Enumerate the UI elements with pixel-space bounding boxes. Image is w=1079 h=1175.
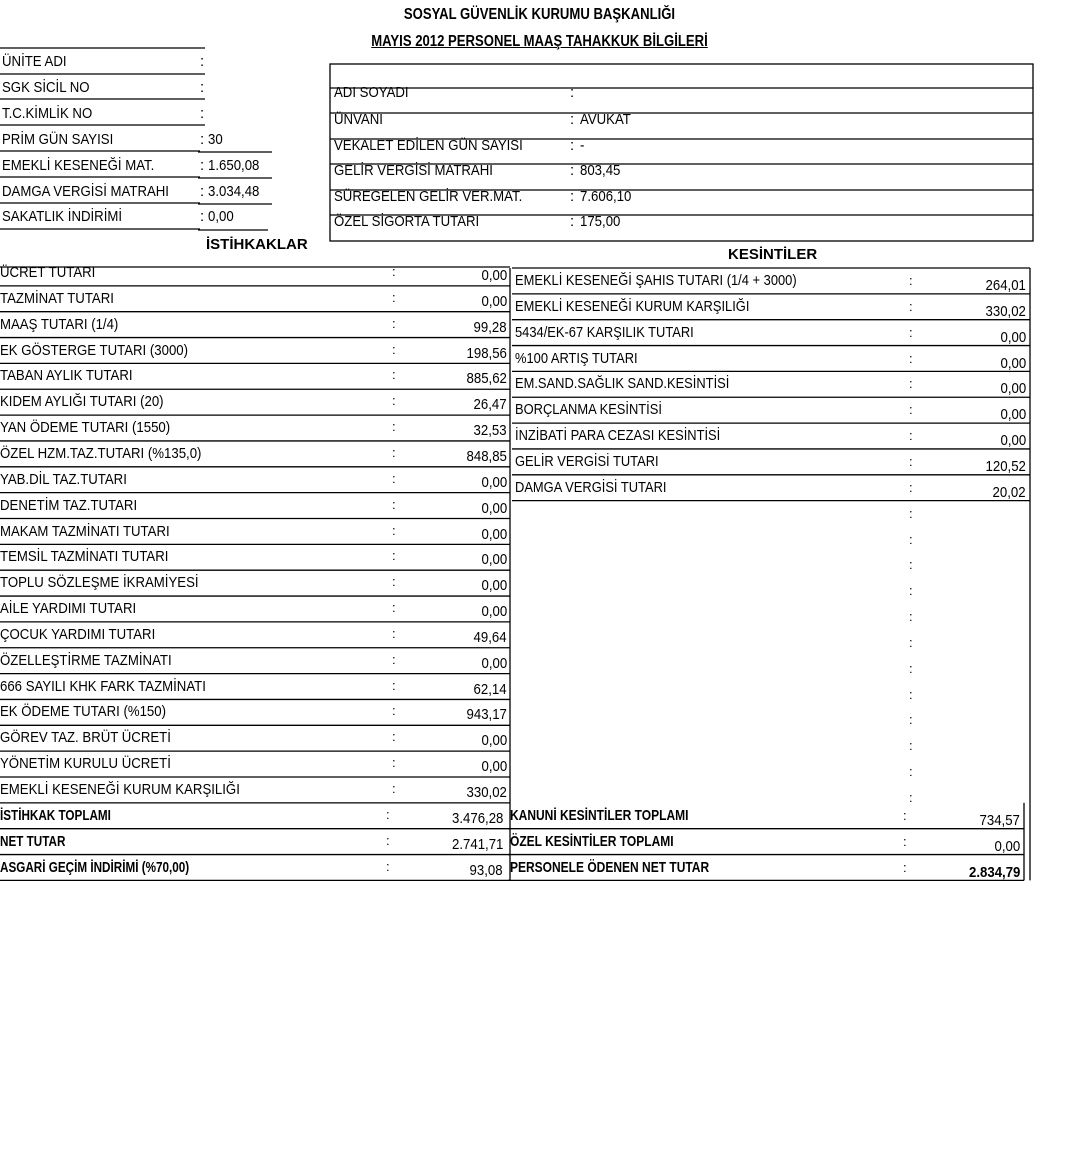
kesinti-value: 120,52 <box>985 457 1026 475</box>
kesinti-total-value: 734,57 <box>979 811 1020 829</box>
istihkak-label: EK ÖDEME TUTARI (%150) <box>0 703 167 721</box>
right-info-label: SÜREGELEN GELİR VER.MAT. <box>334 188 523 205</box>
right-info-value: 7.606,10 <box>580 188 632 205</box>
istihkak-colon: : <box>392 677 396 693</box>
right-info-value: 803,45 <box>580 162 621 179</box>
kesinti-colon: : <box>909 428 913 444</box>
right-info-value: 175,00 <box>580 213 621 230</box>
istihkak-colon: : <box>392 755 396 771</box>
left-info-label: SGK SİCİL NO <box>2 79 90 96</box>
kesinti-total-value: 0,00 <box>994 837 1020 855</box>
right-info-label: GELİR VERGİSİ MATRAHI <box>334 162 493 179</box>
kesinti-colon: : <box>909 402 913 418</box>
left-info-colon: : <box>200 183 205 200</box>
istihkak-colon: : <box>392 315 396 331</box>
istihkak-label: DENETİM TAZ.TUTARI <box>0 496 138 514</box>
kesinti-colon: : <box>909 660 913 676</box>
istihkak-label: ÖZEL HZM.TAZ.TUTARI (%135,0) <box>0 444 202 462</box>
kesinti-colon: : <box>909 479 913 495</box>
kesinti-value: 0,00 <box>1000 328 1026 346</box>
istihkak-value: 32,53 <box>473 422 507 440</box>
istihkak-total-label: ASGARİ GEÇİM İNDİRİMİ (%70,00) <box>0 858 190 876</box>
left-info-label: T.C.KİMLİK NO <box>2 105 93 122</box>
kesinti-label: İNZİBATİ PARA CEZASI KESİNTİSİ <box>515 427 721 445</box>
kesinti-colon: : <box>909 350 913 366</box>
istihkak-value: 885,62 <box>466 370 507 388</box>
kesinti-colon: : <box>909 505 913 521</box>
left-info-value: 1.650,08 <box>208 157 260 174</box>
left-info-label: DAMGA VERGİSİ MATRAHI <box>2 183 169 200</box>
right-info-colon: : <box>570 188 575 205</box>
right-info-colon: : <box>570 162 575 179</box>
istihkak-label: TABAN AYLIK TUTARI <box>0 367 133 385</box>
istihkak-value: 848,85 <box>466 447 507 465</box>
right-info-colon: : <box>570 213 575 230</box>
istihkak-value: 62,14 <box>473 680 507 698</box>
istihkak-label: AİLE YARDIMI TUTARI <box>0 600 137 618</box>
right-info-label: ADI SOYADI <box>334 84 409 101</box>
istihkak-label: TEMSİL TAZMİNATI TUTARI <box>0 548 169 566</box>
istihkak-total-label: NET TUTAR <box>0 832 66 850</box>
istihkak-value: 99,28 <box>473 318 507 336</box>
kesinti-label: BORÇLANMA KESİNTİSİ <box>515 401 662 419</box>
title-line-2: MAYIS 2012 PERSONEL MAAŞ TAHAKKUK BİLGİLERİ <box>371 33 708 50</box>
istihkak-colon: : <box>386 832 390 848</box>
istihkak-label: KIDEM AYLIĞI TUTARI (20) <box>0 393 164 411</box>
kesinti-total-label: ÖZEL KESİNTİLER TOPLAMI <box>510 832 674 850</box>
istihkak-colon: : <box>392 522 396 538</box>
kesinti-colon: : <box>909 324 913 340</box>
kesinti-colon: : <box>909 273 913 288</box>
istihkak-colon: : <box>392 367 396 383</box>
kesinti-label: EMEKLİ KESENEĞİ KURUM KARŞILIĞI <box>515 297 750 315</box>
left-info-label: SAKATLIK İNDİRİMİ <box>2 208 123 225</box>
kesinti-label: DAMGA VERGİSİ TUTARI <box>515 478 667 496</box>
istihkaklar-heading: İSTİHKAKLAR <box>206 236 308 253</box>
right-info-colon: : <box>570 137 575 154</box>
istihkak-colon: : <box>392 341 396 357</box>
left-info-value: 30 <box>208 131 223 148</box>
kesintiler-heading: KESİNTİLER <box>728 246 818 263</box>
istihkak-colon: : <box>392 781 396 796</box>
istihkak-value: 0,00 <box>481 732 507 750</box>
kesinti-value: 264,01 <box>985 277 1026 294</box>
istihkak-colon: : <box>392 729 396 745</box>
kesinti-value: 0,00 <box>1000 432 1026 450</box>
kesinti-label: GELİR VERGİSİ TUTARI <box>515 452 659 470</box>
istihkak-total-value: 2.741,71 <box>451 835 503 853</box>
kesinti-colon: : <box>909 453 913 469</box>
kesinti-label: EM.SAND.SAĞLIK SAND.KESİNTİSİ <box>515 375 730 393</box>
istihkak-label: YAN ÖDEME TUTARI (1550) <box>0 419 171 437</box>
istihkak-label: TAZMİNAT TUTARI <box>0 289 114 307</box>
istihkak-value: 0,00 <box>481 758 507 776</box>
left-info-value: 3.034,48 <box>208 183 260 200</box>
istihkak-label: YAB.DİL TAZ.TUTARI <box>0 470 127 488</box>
kesinti-colon: : <box>909 609 913 625</box>
istihkak-label: EMEKLİ KESENEĞİ KURUM KARŞILIĞI <box>0 781 240 798</box>
istihkak-colon: : <box>392 574 396 590</box>
kesinti-value: 0,00 <box>1000 406 1026 424</box>
left-info-colon: : <box>200 79 205 96</box>
istihkak-label: EK GÖSTERGE TUTARI (3000) <box>0 341 189 359</box>
istihkak-value: 0,00 <box>481 551 507 569</box>
istihkak-value: 0,00 <box>481 473 507 491</box>
left-info-colon: : <box>200 208 205 225</box>
kesinti-value: 0,00 <box>1000 380 1026 398</box>
left-info-label: EMEKLİ KESENEĞİ MAT. <box>2 157 155 174</box>
right-info-label: VEKALET EDİLEN GÜN SAYISI <box>334 137 523 154</box>
istihkak-colon: : <box>392 393 396 409</box>
kesinti-colon: : <box>909 738 913 754</box>
kesinti-colon: : <box>909 712 913 728</box>
left-info-colon: : <box>200 157 205 174</box>
kesinti-colon: : <box>909 790 913 805</box>
istihkak-colon: : <box>392 470 396 486</box>
kesinti-total-label: KANUNİ KESİNTİLER TOPLAMI <box>510 806 689 824</box>
istihkak-value: 26,47 <box>473 396 507 414</box>
istihkak-label: TOPLU SÖZLEŞME İKRAMİYESİ <box>0 574 199 592</box>
right-info-colon: : <box>570 111 575 128</box>
istihkak-value: 0,00 <box>481 267 507 284</box>
istihkak-colon: : <box>392 703 396 719</box>
kesinti-colon: : <box>903 807 907 823</box>
istihkak-value: 0,00 <box>481 292 507 310</box>
istihkak-value: 198,56 <box>466 344 507 362</box>
right-info-label: ÜNVANI <box>334 111 383 128</box>
istihkak-value: 0,00 <box>481 525 507 543</box>
kesinti-label: %100 ARTIŞ TUTARI <box>515 349 638 367</box>
istihkak-colon: : <box>392 289 396 305</box>
istihkak-total-value: 93,08 <box>469 861 503 879</box>
right-info-value: AVUKAT <box>580 111 631 128</box>
istihkak-colon: : <box>392 264 396 279</box>
kesinti-colon: : <box>909 686 913 702</box>
kesinti-colon: : <box>909 764 913 780</box>
istihkak-colon: : <box>392 548 396 564</box>
kesinti-total-value: 2.834,79 <box>968 863 1020 881</box>
istihkak-value: 0,00 <box>481 603 507 621</box>
left-info-colon: : <box>200 105 205 122</box>
kesinti-colon: : <box>909 634 913 650</box>
kesinti-value: 0,00 <box>1000 354 1026 372</box>
right-info-colon: : <box>570 84 575 101</box>
istihkak-colon: : <box>392 625 396 641</box>
kesinti-colon: : <box>909 557 913 573</box>
kesinti-value: 330,02 <box>985 302 1026 320</box>
istihkak-label: YÖNETİM KURULU ÜCRETİ <box>0 755 171 773</box>
kesinti-colon: : <box>909 531 913 547</box>
kesinti-colon: : <box>909 376 913 392</box>
istihkak-colon: : <box>386 806 390 822</box>
kesinti-colon: : <box>903 859 907 875</box>
istihkak-value: 49,64 <box>473 628 507 646</box>
istihkak-label: MAAŞ TUTARI (1/4) <box>0 315 119 333</box>
kesinti-label: EMEKLİ KESENEĞİ ŞAHIS TUTARI (1/4 + 3000) <box>515 272 797 289</box>
istihkak-label: ÜCRET TUTARI <box>0 264 96 281</box>
istihkak-colon: : <box>386 858 390 874</box>
istihkak-label: GÖREV TAZ. BRÜT ÜCRETİ <box>0 729 171 747</box>
istihkak-value: 0,00 <box>481 654 507 672</box>
right-info-label: ÖZEL SİGORTA TUTARI <box>334 213 480 230</box>
left-info-label: ÜNİTE ADI <box>2 53 67 70</box>
kesinti-value: 20,02 <box>992 483 1026 501</box>
istihkak-label: ÇOCUK YARDIMI TUTARI <box>0 625 156 643</box>
istihkak-colon: : <box>392 419 396 435</box>
istihkak-value: 943,17 <box>466 706 507 724</box>
istihkak-label: 666 SAYILI KHK FARK TAZMİNATI <box>0 677 206 695</box>
istihkak-colon: : <box>392 600 396 616</box>
left-info-label: PRİM GÜN SAYISI <box>2 131 114 148</box>
istihkak-colon: : <box>392 496 396 512</box>
istihkak-total-label: İSTİHKAK TOPLAMI <box>0 806 111 824</box>
istihkak-colon: : <box>392 651 396 667</box>
right-info-value: - <box>580 137 585 154</box>
title-line-1: SOSYAL GÜVENLİK KURUMU BAŞKANLIĞI <box>403 6 676 23</box>
kesinti-total-label: PERSONELE ÖDENEN NET TUTAR <box>510 858 710 876</box>
kesinti-colon: : <box>909 583 913 599</box>
istihkak-total-value: 3.476,28 <box>451 809 503 827</box>
left-info-colon: : <box>200 131 205 148</box>
istihkak-colon: : <box>392 444 396 460</box>
istihkak-label: MAKAM TAZMİNATI TUTARI <box>0 522 170 540</box>
left-info-value: 0,00 <box>208 208 234 225</box>
kesinti-colon: : <box>909 298 913 314</box>
kesinti-label: 5434/EK-67 KARŞILIK TUTARI <box>515 323 694 341</box>
left-info-colon: : <box>200 53 205 70</box>
istihkak-value: 330,02 <box>466 784 507 801</box>
istihkak-value: 0,00 <box>481 577 507 595</box>
istihkak-value: 0,00 <box>481 499 507 517</box>
istihkak-label: ÖZELLEŞTİRME TAZMİNATI <box>0 651 172 669</box>
kesinti-colon: : <box>903 833 907 849</box>
